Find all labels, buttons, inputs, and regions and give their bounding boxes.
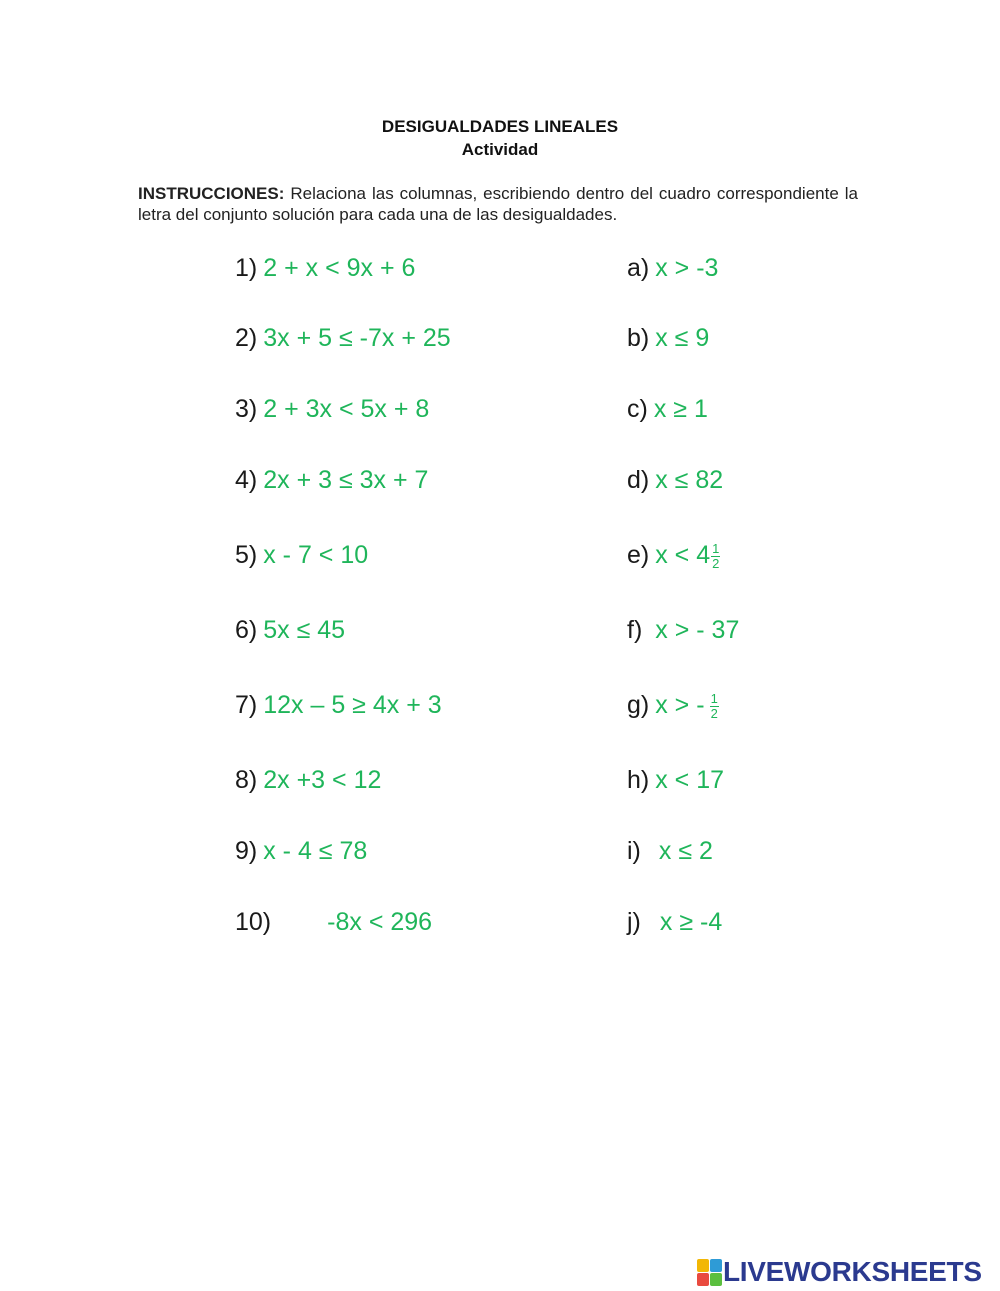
inequality-expression: x - 4 ≤ 78 (263, 836, 368, 865)
inequality-item (235, 248, 415, 288)
solution-letter: j) (627, 907, 641, 936)
inequality-expression: 3x + 5 ≤ -7x + 25 (263, 323, 451, 352)
fraction (710, 692, 719, 721)
solution-expression: x ≥ 1 (653, 394, 708, 423)
solution-item (627, 902, 722, 942)
fraction-denominator: 2 (712, 555, 720, 571)
inequality-expression: 5x ≤ 45 (263, 615, 346, 644)
inequality-item (235, 460, 428, 500)
solution-item (627, 831, 713, 871)
inequality-number: 3) (235, 394, 258, 423)
inequality-number: 4) (235, 465, 258, 494)
inequality-item (235, 389, 429, 429)
inequality-number: 1) (235, 253, 258, 282)
solution-item (627, 685, 719, 725)
solution-expression: x > - 37 (655, 615, 740, 644)
solution-letter: i) (627, 836, 641, 865)
instructions-text: Relaciona las columnas, escribiendo dentro del cuadro correspondiente la letra del conjunto solución para cada una de las desigualdades. (138, 184, 858, 224)
solution-item (627, 610, 739, 650)
solution-expression: x ≤ 2 (658, 836, 713, 865)
inequality-number: 7) (235, 690, 258, 719)
inequality-item (235, 760, 381, 800)
instructions-label: INSTRUCCIONES: (138, 184, 285, 203)
solution-item (627, 318, 709, 358)
solution-expression: x ≥ -4 (659, 907, 723, 936)
solution-expression: x < 4 (655, 540, 711, 569)
solution-letter: e) (627, 540, 650, 569)
solution-expression: x ≤ 9 (655, 323, 710, 352)
solution-expression: x > -3 (655, 253, 719, 282)
inequality-item (235, 610, 345, 650)
solution-letter: c) (627, 394, 648, 423)
instructions (138, 183, 858, 225)
solution-letter: f) (627, 615, 643, 644)
inequality-item (235, 535, 368, 575)
solution-letter: h) (627, 765, 650, 794)
fraction-numerator: 1 (710, 690, 718, 706)
inequality-expression: 12x – 5 ≥ 4x + 3 (263, 690, 442, 719)
inequality-expression: -8x < 296 (327, 907, 433, 936)
solution-item (627, 460, 723, 500)
page-subtitle: Actividad (461, 140, 539, 159)
inequality-item (235, 685, 442, 725)
inequality-expression: 2x + 3 ≤ 3x + 7 (263, 465, 429, 494)
solution-letter: g) (627, 690, 650, 719)
inequality-number: 8) (235, 765, 258, 794)
logo-icon (697, 1259, 721, 1285)
fraction-denominator: 2 (710, 705, 718, 721)
solution-item (627, 535, 720, 575)
solution-item (627, 248, 718, 288)
inequality-number: 5) (235, 540, 258, 569)
inequality-expression: 2x +3 < 12 (263, 765, 382, 794)
logo-text: LIVEWORKSHEETS (723, 1256, 982, 1287)
page-title: DESIGUALDADES LINEALES (381, 117, 619, 136)
inequality-item (235, 902, 432, 942)
solution-item (627, 760, 724, 800)
inequality-item (235, 318, 451, 358)
solution-expression: x < 17 (655, 765, 725, 794)
solution-letter: b) (627, 323, 650, 352)
solution-expression: x > - (655, 690, 705, 719)
inequality-number: 6) (235, 615, 258, 644)
solution-letter: a) (627, 253, 650, 282)
inequality-number: 9) (235, 836, 258, 865)
fraction (711, 542, 720, 571)
inequality-number: 10) (235, 907, 272, 936)
inequality-expression: 2 + x < 9x + 6 (263, 253, 416, 282)
solution-expression: x ≤ 82 (655, 465, 724, 494)
fraction-numerator: 1 (712, 540, 720, 556)
inequality-item (235, 831, 367, 871)
inequality-number: 2) (235, 323, 258, 352)
inequality-expression: x - 7 < 10 (263, 540, 369, 569)
solution-letter: d) (627, 465, 650, 494)
solution-item (627, 389, 708, 429)
liveworksheets-logo (697, 1256, 982, 1288)
inequality-expression: 2 + 3x < 5x + 8 (263, 394, 430, 423)
